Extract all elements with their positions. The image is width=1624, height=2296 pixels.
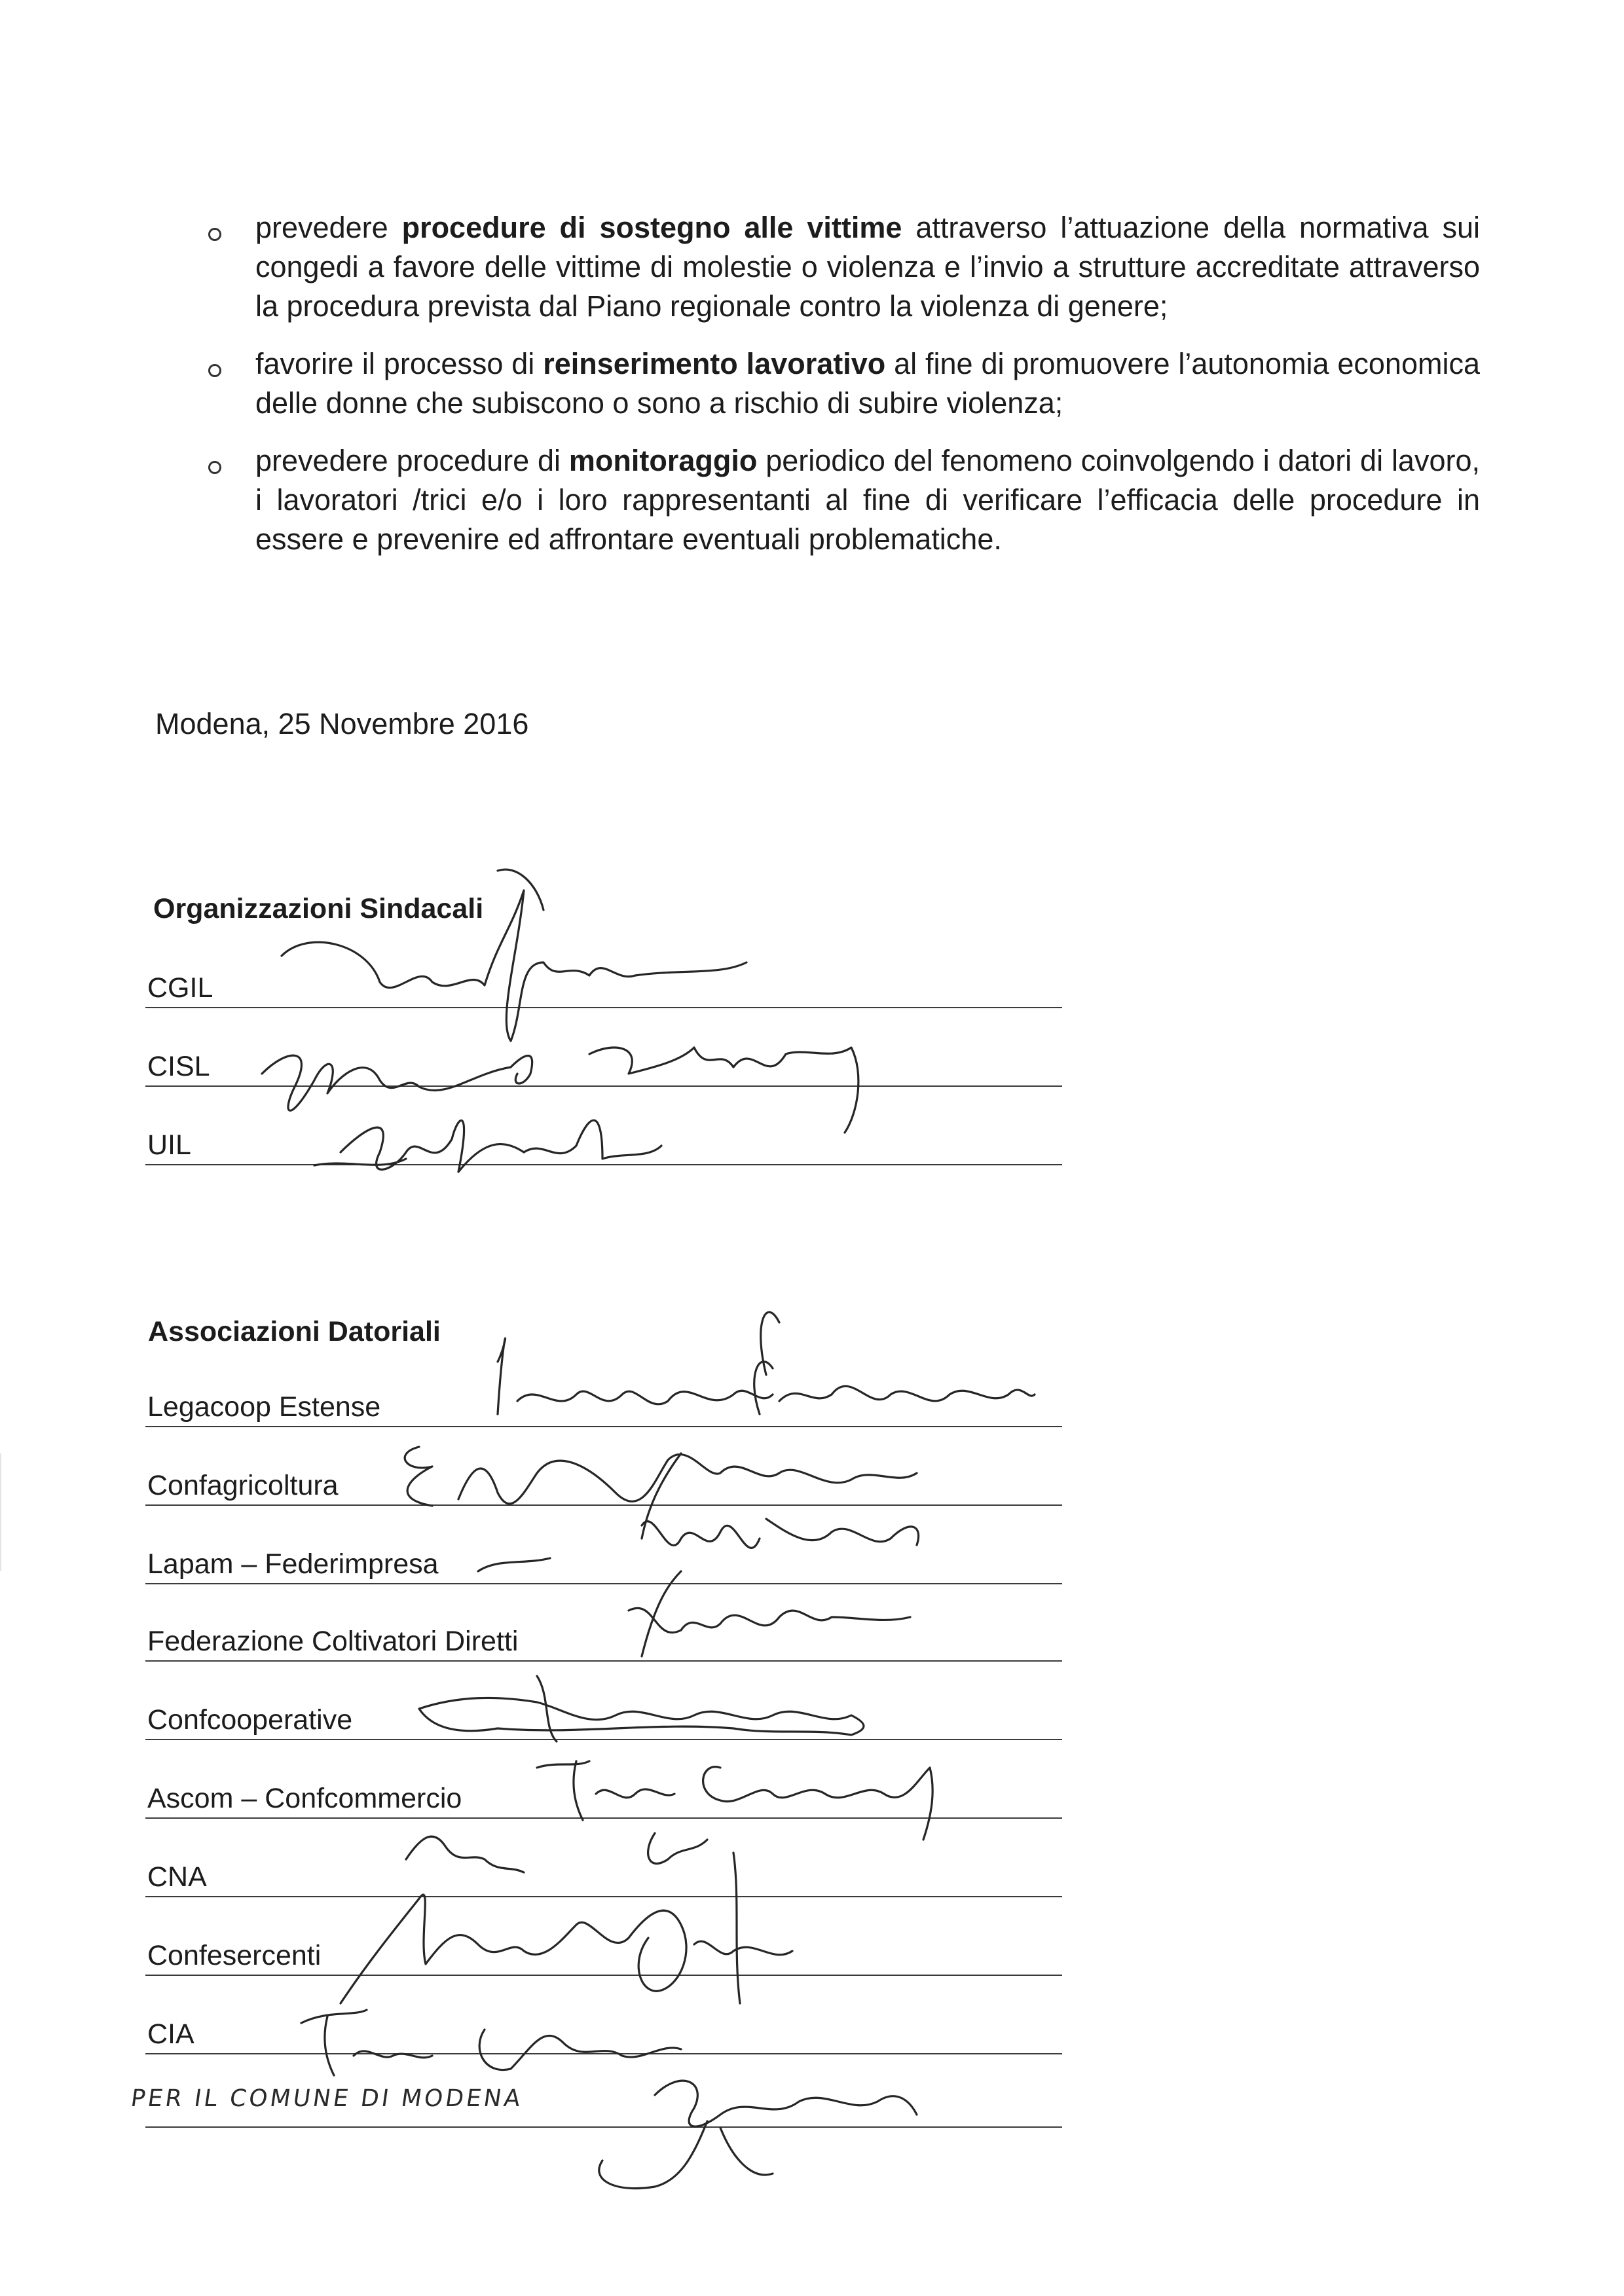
bullet-item-3: prevedere procedure di monitoraggio periodico del fenomeno coinvolgendo i datori di lavoro, i lavoratori /trici e/o i loro rappresentanti al fine di verificare l’efficacia delle procedure in essere e prevenire ed affrontare eventuali problematiche. (196, 441, 1480, 559)
signature-label: Confagricoltura (147, 1470, 339, 1501)
bullet-icon (208, 461, 221, 474)
bullet-item-2: favorire il processo di reinserimento lavorativo al fine di promuovere l’autonomia economica delle donne che subiscono o sono a rischio di subire violenza; (196, 344, 1480, 423)
signature-line (145, 1896, 1062, 1897)
handwritten-comune-label: PER IL COMUNE DI MODENA (129, 2085, 525, 2112)
signature-line (145, 2126, 1062, 2128)
signature-row-confagricoltura (145, 1467, 1062, 1506)
bullet-item-1: prevedere procedure di sostegno alle vittime attraverso l’attuazione della normativa sui congedi a favore delle vittime di molestie o violenza e l’invio a strutture accreditate attraverso la procedura prevista dal Piano regionale contro la violenza di genere; (196, 208, 1480, 326)
bullet-list (196, 208, 1480, 577)
signature-label: Lapam – Federimpresa (147, 1548, 439, 1580)
signature-line (145, 1817, 1062, 1819)
signature-row-confcooperative (145, 1701, 1062, 1740)
signature-row-cna (145, 1858, 1062, 1897)
signature-label: Confesercenti (147, 1940, 322, 1971)
bullet-icon (208, 228, 221, 241)
signature-line (145, 1975, 1062, 1976)
date-place: Modena, 25 Novembre 2016 (155, 707, 529, 740)
signature-label: CNA (147, 1861, 207, 1893)
signature-row-cgil (145, 969, 1062, 1008)
unions-title: Organizzazioni Sindacali (153, 893, 484, 924)
signature-cgil-tail (498, 869, 544, 910)
signature-line (145, 1007, 1062, 1008)
signature-label: CISL (147, 1051, 210, 1082)
signature-line (145, 1504, 1062, 1506)
signature-row-legacoop (145, 1388, 1062, 1427)
signature-line (145, 1085, 1062, 1087)
signature-label: Confcooperative (147, 1704, 353, 1736)
signature-row-uil (145, 1126, 1062, 1165)
signature-label: UIL (147, 1129, 191, 1161)
signature-line (145, 1164, 1062, 1165)
signature-row-confesercenti (145, 1937, 1062, 1976)
signature-label: Legacoop Estense (147, 1391, 381, 1423)
signature-line (145, 1660, 1062, 1662)
signature-label: Federazione Coltivatori Diretti (147, 1626, 519, 1657)
signature-line (145, 2053, 1062, 2054)
signature-row-ascom (145, 1779, 1062, 1819)
bullet-icon (208, 364, 221, 377)
signature-line (145, 1583, 1062, 1584)
signature-line (145, 1426, 1062, 1427)
signature-label: CGIL (147, 972, 213, 1004)
signature-label: CIA (147, 2018, 194, 2050)
signature-row-cisl (145, 1048, 1062, 1087)
employers-title: Associazioni Datoriali (148, 1316, 441, 1347)
signature-row-coldiretti (145, 1622, 1062, 1662)
scan-margin-mark (0, 1453, 1, 1571)
signature-row-lapam (145, 1545, 1062, 1584)
signature-row-cia (145, 2015, 1062, 2054)
signature-label: Ascom – Confcommercio (147, 1783, 462, 1814)
signature-line (145, 1739, 1062, 1740)
